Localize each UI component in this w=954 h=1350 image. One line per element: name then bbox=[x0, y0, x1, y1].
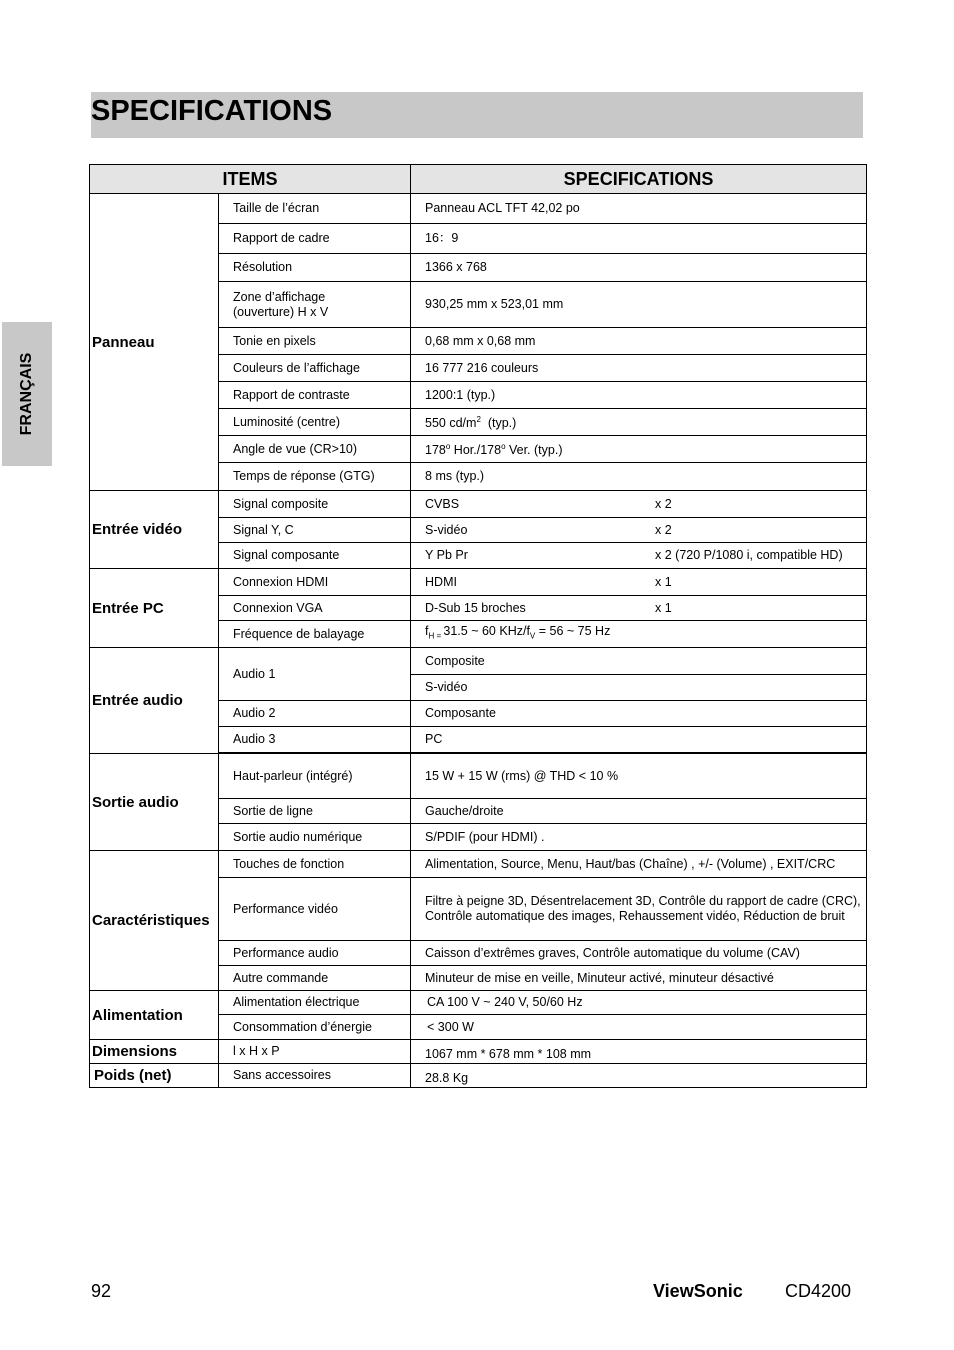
value-cell: Gauche/droite bbox=[411, 799, 867, 824]
item-cell: Zone d’affichage (ouverture) H x V bbox=[219, 282, 411, 328]
value-cell bbox=[411, 518, 867, 543]
value-text: Ver. (typ.) bbox=[505, 443, 563, 458]
table-row bbox=[90, 194, 867, 224]
item-cell: Rapport de contraste bbox=[219, 382, 411, 409]
item-cell: Fréquence de balayage bbox=[219, 621, 411, 648]
item-cell: Connexion HDMI bbox=[219, 569, 411, 596]
category-alimentation: Alimentation bbox=[90, 991, 219, 1040]
value-cell: S/PDIF (pour HDMI) . bbox=[411, 824, 867, 851]
language-label: FRANÇAIS bbox=[18, 352, 35, 436]
category-entree-audio: Entrée audio bbox=[90, 648, 219, 754]
item-cell: Sortie audio numérique bbox=[219, 824, 411, 851]
item-cell: Luminosité (centre) bbox=[219, 409, 411, 436]
value-text: S-vidéo bbox=[425, 522, 468, 537]
value-cell: Panneau ACL TFT 42,02 po bbox=[411, 194, 867, 224]
value-cell bbox=[411, 569, 867, 596]
specifications-table bbox=[89, 164, 867, 1088]
table-row bbox=[90, 569, 867, 596]
value-text: CVBS bbox=[425, 496, 460, 511]
category-poids: Poids (net) bbox=[90, 1064, 219, 1088]
value-text: 550 cd/m bbox=[425, 416, 477, 431]
value-cell: S-vidéo bbox=[411, 675, 867, 701]
item-cell: Connexion VGA bbox=[219, 596, 411, 621]
value-cell: Composante bbox=[411, 701, 867, 727]
value-cell bbox=[411, 543, 867, 569]
category-panneau: Panneau bbox=[90, 194, 219, 491]
value-text: D-Sub 15 broches bbox=[425, 600, 526, 615]
category-dimensions: Dimensions bbox=[90, 1040, 219, 1064]
item-cell: Couleurs de l’affichage bbox=[219, 355, 411, 382]
value-cell bbox=[411, 409, 867, 436]
value-cell: 0,68 mm x 0,68 mm bbox=[411, 328, 867, 355]
item-cell: Temps de réponse (GTG) bbox=[219, 463, 411, 491]
item-cell: Signal Y, C bbox=[219, 518, 411, 543]
item-cell: Audio 2 bbox=[219, 701, 411, 727]
value-text: Y Pb Pr bbox=[425, 548, 468, 562]
value-cell bbox=[411, 621, 867, 648]
value-cell bbox=[411, 596, 867, 621]
value-cell: 15 W + 15 W (rms) @ THD < 10 % bbox=[411, 754, 867, 799]
item-cell: Touches de fonction bbox=[219, 851, 411, 878]
page-number: 92 bbox=[91, 1281, 112, 1301]
item-cell: Sortie de ligne bbox=[219, 799, 411, 824]
item-cell: Performance vidéo bbox=[219, 878, 411, 941]
item-cell: Sans accessoires bbox=[219, 1064, 411, 1088]
value-text: 178 bbox=[425, 443, 446, 458]
value-cell: Minuteur de mise en veille, Minuteur activé, minuteur désactivé bbox=[411, 966, 867, 991]
value-cell: 930,25 mm x 523,01 mm bbox=[411, 282, 867, 328]
value-text: (typ.) bbox=[480, 416, 517, 431]
value-cell bbox=[411, 436, 867, 463]
value-cell bbox=[411, 491, 867, 518]
item-cell: Rapport de cadre bbox=[219, 224, 411, 254]
brand-name: ViewSonic bbox=[653, 1281, 743, 1301]
value-cell: CA 100 V ~ 240 V, 50/60 Hz bbox=[411, 991, 867, 1015]
title-bar bbox=[91, 92, 863, 138]
category-entree-pc: Entrée PC bbox=[90, 569, 219, 648]
item-cell: Performance audio bbox=[219, 941, 411, 966]
category-entree-video: Entrée vidéo bbox=[90, 491, 219, 569]
table-row bbox=[90, 1064, 867, 1088]
header-items: ITEMS bbox=[90, 165, 411, 194]
quantity-text: x 1 bbox=[655, 574, 672, 589]
superscript: 2 bbox=[476, 415, 481, 425]
item-cell: Audio 3 bbox=[219, 727, 411, 753]
header-specifications: SPECIFICATIONS bbox=[411, 165, 867, 194]
value-cell: 1366 x 768 bbox=[411, 254, 867, 282]
value-text: f bbox=[425, 624, 429, 639]
item-cell: Angle de vue (CR>10) bbox=[219, 436, 411, 463]
value-cell: 28.8 Kg bbox=[411, 1064, 867, 1088]
item-cell: Tonie en pixels bbox=[219, 328, 411, 355]
table-row bbox=[90, 1040, 867, 1064]
item-cell: Consommation d’énergie bbox=[219, 1015, 411, 1040]
category-caracteristiques: Caractéristiques bbox=[90, 851, 219, 991]
model-name: CD4200 bbox=[785, 1281, 852, 1301]
item-cell: Haut-parleur (intégré) bbox=[219, 754, 411, 799]
value-cell: < 300 W bbox=[411, 1015, 867, 1040]
value-cell: Composite bbox=[411, 648, 867, 675]
table-header-row bbox=[90, 165, 867, 194]
table-row bbox=[90, 851, 867, 878]
item-cell: Alimentation électrique bbox=[219, 991, 411, 1015]
item-cell: Autre commande bbox=[219, 966, 411, 991]
degree-mark: o bbox=[501, 442, 506, 452]
value-text: 31.5 ~ 60 KHz/f bbox=[443, 624, 530, 639]
category-sortie-audio: Sortie audio bbox=[90, 754, 219, 851]
value-cell: 16 777 216 couleurs bbox=[411, 355, 867, 382]
value-cell: 1200:1 (typ.) bbox=[411, 382, 867, 409]
quantity-text: x 2 bbox=[655, 522, 672, 537]
value-cell: PC bbox=[411, 727, 867, 753]
quantity-text: x 2 bbox=[655, 496, 672, 511]
item-cell: Signal composante bbox=[219, 543, 411, 569]
subscript: H = bbox=[428, 631, 444, 641]
item-cell: Audio 1 bbox=[219, 648, 411, 701]
table-row bbox=[90, 991, 867, 1015]
value-cell: Caisson d’extrêmes graves, Contrôle automatique du volume (CAV) bbox=[411, 941, 867, 966]
value-cell: 8 ms (typ.) bbox=[411, 463, 867, 491]
item-cell: Résolution bbox=[219, 254, 411, 282]
language-tab bbox=[2, 322, 52, 466]
item-cell: Signal composite bbox=[219, 491, 411, 518]
value-text: Hor./178 bbox=[450, 443, 502, 458]
value-cell: Filtre à peigne 3D, Désentrelacement 3D, Contrôle du rapport de cadre (CRC), Contrôle automatique des images, Rehaussement vidéo, Réduction de bruit bbox=[411, 878, 867, 941]
value-text: = 56 ~ 75 Hz bbox=[535, 624, 611, 639]
table-row bbox=[90, 491, 867, 518]
quantity-text: x 1 bbox=[655, 600, 672, 615]
item-cell: Taille de l’écran bbox=[219, 194, 411, 224]
table-row bbox=[90, 648, 867, 675]
value-cell: Alimentation, Source, Menu, Haut/bas (Chaîne) , +/- (Volume) , EXIT/CRC bbox=[411, 851, 867, 878]
value-text: HDMI bbox=[425, 574, 457, 589]
quantity-text: x 2 (720 P/1080 i, compatible HD) bbox=[655, 548, 843, 562]
degree-mark: o bbox=[445, 442, 451, 452]
page-title: SPECIFICATIONS bbox=[91, 95, 333, 127]
value-cell: 1067 mm * 678 mm * 108 mm bbox=[411, 1040, 867, 1064]
item-cell: l x H x P bbox=[219, 1040, 411, 1064]
value-cell: 16：9 bbox=[411, 224, 867, 254]
subscript: V bbox=[529, 631, 536, 641]
table-row bbox=[90, 754, 867, 799]
